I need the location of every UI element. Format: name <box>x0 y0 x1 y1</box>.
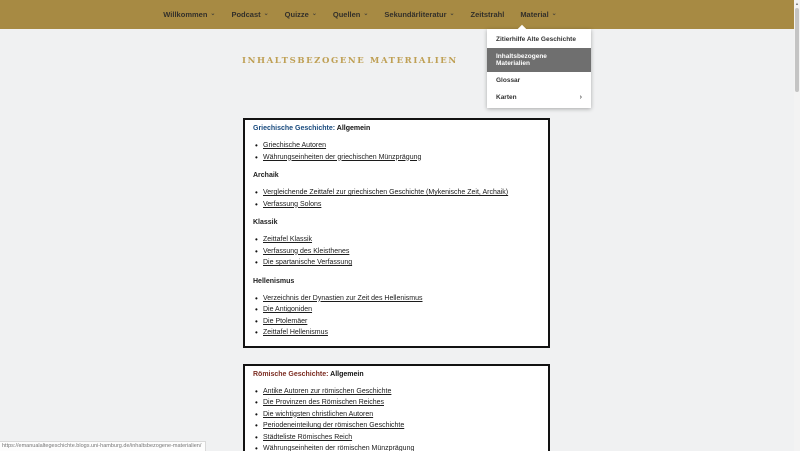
section-heading <box>253 370 540 379</box>
link-list <box>253 140 540 163</box>
link-list <box>253 386 540 451</box>
list-item <box>253 316 540 328</box>
list-item <box>253 409 540 421</box>
dropdown-items-container <box>487 31 591 106</box>
nav-item-label: Willkommen <box>163 10 208 19</box>
nav-item-label: Quizze <box>284 10 309 19</box>
content-link-antike-autoren-zur-römischen-geschichte[interactable]: Antike Autoren zur römischen Geschichte <box>263 387 392 395</box>
list-item <box>253 152 540 164</box>
link-list <box>253 293 540 339</box>
nav-item-quizze[interactable] <box>285 10 317 19</box>
nav-item-sekundärliteratur[interactable] <box>384 10 454 19</box>
content-link-die-antigoniden[interactable]: Die Antigoniden <box>263 306 313 313</box>
menu-item-glossar[interactable] <box>487 72 591 89</box>
nav-item-zeitstrahl[interactable] <box>471 10 505 19</box>
menu-item-label: Glossar <box>496 77 521 84</box>
section-heading-colored: Griechische Geschichte: <box>253 125 336 132</box>
section-heading <box>253 124 540 133</box>
content-link-währungseinheiten-der-römischen-münzprägung[interactable]: Währungseinheiten der römischen Münzprägung <box>263 445 415 451</box>
chevron-down-icon: ⌄ <box>449 10 455 17</box>
list-item <box>253 257 540 269</box>
list-item <box>253 199 540 211</box>
nav-item-willkommen[interactable] <box>163 10 215 19</box>
content-link-zeittafel-hellenismus[interactable]: Zeittafel Hellenismus <box>263 329 328 336</box>
menu-item-inhaltsbezogene-materialien[interactable] <box>487 48 591 72</box>
subsection-heading-archaik: Archaik <box>253 172 279 179</box>
submenu-arrow-icon: › <box>579 94 582 101</box>
list-item <box>253 386 540 398</box>
list-item <box>253 443 540 451</box>
nav-item-material[interactable] <box>520 10 556 19</box>
content-link-verfassung-des-kleisthenes[interactable]: Verfassung des Kleisthenes <box>263 247 350 255</box>
list-item <box>253 327 540 339</box>
menu-item-zitierhilfe-alte-geschichte[interactable] <box>487 31 591 48</box>
menu-item-label: Zitierhilfe Alte Geschichte <box>496 36 576 43</box>
content-link-währungseinheiten-der-griechischen-münzprägung[interactable]: Währungseinheiten der griechischen Münzprägung <box>263 153 422 161</box>
list-item <box>253 234 540 246</box>
list-item <box>253 304 540 316</box>
list-item <box>253 246 540 258</box>
nav-item-podcast[interactable] <box>231 10 268 19</box>
content-link-die-wichtigsten-christlichen-autoren[interactable]: Die wichtigsten christlichen Autoren <box>263 410 374 418</box>
chevron-down-icon: ⌄ <box>363 10 369 17</box>
subsection-heading-klassik: Klassik <box>253 219 278 226</box>
status-url-tooltip: https://emanualaltegeschichte.blogs.uni-hamburg.de/inhaltsbezogene-materialien/ <box>0 441 206 451</box>
nav-item-quellen[interactable] <box>333 10 369 19</box>
section-heading-colored: Römische Geschichte: <box>253 370 329 378</box>
menu-item-karten[interactable] <box>487 89 591 106</box>
content-link-verfassung-solons[interactable]: Verfassung Solons <box>263 200 322 208</box>
page-title: INHALTSBEZOGENE MATERIALIEN <box>242 56 458 66</box>
list-item <box>253 187 540 199</box>
nav-item-label: Quellen <box>332 10 361 19</box>
content-link-periodeneinteilung-der-römischen-geschichte[interactable]: Periodeneinteilung der römischen Geschichte <box>263 422 405 429</box>
list-item <box>253 432 540 444</box>
nav-item-label: Material <box>520 10 549 19</box>
link-list <box>253 234 540 269</box>
content-link-die-ptolemäer[interactable]: Die Ptolemäer <box>263 317 308 325</box>
material-dropdown-menu <box>487 29 591 108</box>
chevron-down-icon: ⌄ <box>551 10 557 17</box>
section-heading-rest: Allgemein <box>328 370 364 378</box>
nav-items-container <box>163 10 556 19</box>
section-box-römische-geschichte <box>243 364 550 451</box>
scrollbar-thumb[interactable] <box>795 8 799 92</box>
content-link-zeittafel-klassik[interactable]: Zeittafel Klassik <box>263 236 313 243</box>
content-link-die-spartanische-verfassung[interactable]: Die spartanische Verfassung <box>263 259 353 266</box>
list-item <box>253 293 540 305</box>
content-link-städteliste-römisches-reich[interactable]: Städteliste Römisches Reich <box>263 433 353 441</box>
subsection-heading-hellenismus: Hellenismus <box>253 277 295 285</box>
main-navbar <box>0 0 794 29</box>
menu-item-label: Karten <box>496 94 517 101</box>
chevron-down-icon: ⌄ <box>311 10 317 17</box>
scrollbar[interactable] <box>794 0 800 451</box>
content-link-vergleichende-zeittafel-zur-griechischen-geschichte-mykenische-zeit-archaik[interactable]: Vergleichende Zeittafel zur griechischen Geschichte (Mykenische Zeit, Archaik) <box>263 189 509 196</box>
content-link-verzeichnis-der-dynastien-zur-zeit-des-hellenismus[interactable]: Verzeichnis der Dynastien zur Zeit des Hellenismus <box>263 294 423 302</box>
list-item <box>253 420 540 432</box>
scroll-up-icon[interactable]: ▲ <box>795 1 799 6</box>
content-area <box>243 118 550 451</box>
list-item <box>253 140 540 152</box>
list-item <box>253 397 540 409</box>
menu-item-label: Inhaltsbezogene Materialien <box>496 53 547 67</box>
chevron-down-icon: ⌄ <box>263 10 269 17</box>
section-box-griechische-geschichte <box>243 118 550 348</box>
nav-item-label: Sekundärliteratur <box>384 10 447 19</box>
link-list <box>253 187 540 210</box>
nav-item-label: Podcast <box>231 10 261 19</box>
content-link-griechische-autoren[interactable]: Griechische Autoren <box>263 142 327 149</box>
section-heading-rest: Allgemein <box>335 125 371 132</box>
chevron-down-icon: ⌄ <box>210 10 216 17</box>
nav-item-label: Zeitstrahl <box>470 10 505 19</box>
content-link-die-provinzen-des-römischen-reiches[interactable]: Die Provinzen des Römischen Reiches <box>263 399 384 406</box>
